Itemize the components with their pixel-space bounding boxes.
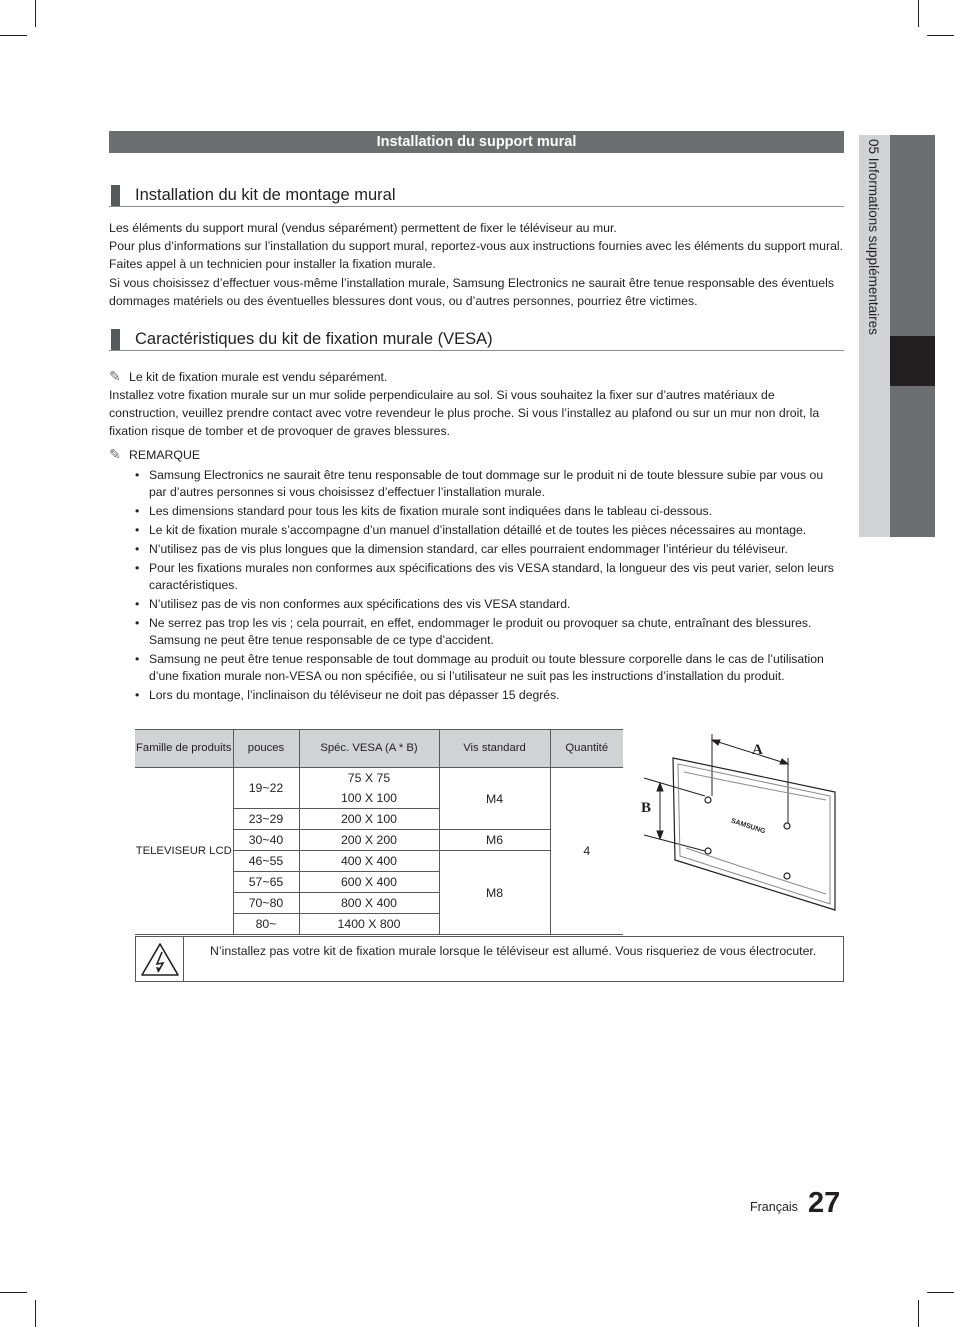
table-row bbox=[135, 768, 623, 809]
dimension-a-label: A bbox=[752, 742, 763, 758]
dimension-line bbox=[644, 778, 705, 796]
paragraph: Pour plus d’informations sur l’installation du support mural, reportez-vous aux instructions fournies avec les éléments du support mural. Faites appel à un technicien pour installer la fixation murale. bbox=[109, 239, 844, 272]
crop-mark bbox=[35, 1300, 36, 1327]
bullet-icon: • bbox=[135, 561, 140, 575]
bullet-icon: • bbox=[135, 652, 140, 666]
dimension-a-line bbox=[712, 740, 788, 764]
screw-cell: M8 bbox=[439, 851, 550, 935]
section-title: Caractéristiques du kit de fixation murale (VESA) bbox=[135, 330, 493, 348]
table-header-row bbox=[135, 730, 623, 768]
inches-cell: 70~80 bbox=[233, 893, 299, 914]
list-item bbox=[135, 503, 840, 520]
column-header: Famille de produits bbox=[135, 730, 233, 768]
page-number: 27 bbox=[808, 1187, 841, 1219]
list-item-text: Pour les fixations murales non conformes aux spécifications des vis VESA standard, la longueur des vis peut varier, selon leurs caractéristiques. bbox=[149, 561, 834, 592]
bullet-icon: • bbox=[135, 542, 140, 556]
list-item bbox=[135, 651, 840, 685]
list-item-text: Le kit de fixation murale s’accompagne d’un manuel d’installation détaillé et de toutes les pièces nécessaires au montage. bbox=[149, 523, 807, 537]
bullet-icon: • bbox=[135, 616, 140, 630]
column-header: Vis standard bbox=[439, 730, 550, 768]
column-header: pouces bbox=[233, 730, 299, 768]
list-item-text: N’utilisez pas de vis plus longues que la dimension standard, car elles pourraient endommager l’intérieur du téléviseur. bbox=[149, 542, 788, 556]
inches-cell: 19~22 bbox=[233, 768, 299, 809]
list-item bbox=[135, 596, 840, 613]
quantity-cell: 4 bbox=[550, 768, 623, 935]
vesa-cell bbox=[299, 768, 439, 809]
bullet-icon: • bbox=[135, 504, 140, 518]
warning-text: N’installez pas votre kit de fixation murale lorsque le téléviseur est allumé. Vous risqueriez de vous électrocuter. bbox=[210, 944, 817, 958]
tv-outline bbox=[673, 758, 835, 910]
list-item-text: Lors du montage, l’inclinaison du téléviseur ne doit pas dépasser 15 degrés. bbox=[149, 688, 560, 702]
brand-logo: SAMSUNG bbox=[729, 817, 767, 836]
inches-cell: 57~65 bbox=[233, 872, 299, 893]
bullet-icon: • bbox=[135, 468, 140, 482]
screw-cell: M4 bbox=[439, 768, 550, 830]
tv-contour bbox=[686, 848, 826, 894]
family-cell: TELEVISEUR LCD bbox=[135, 768, 233, 935]
electric-hazard-icon bbox=[136, 937, 184, 981]
pencil-icon: ✎ bbox=[109, 368, 121, 384]
crop-mark bbox=[927, 1292, 954, 1293]
page-header-bar: Installation du support mural bbox=[109, 131, 844, 153]
note-line bbox=[109, 368, 387, 385]
arrow-head bbox=[657, 831, 663, 839]
bullet-icon: • bbox=[135, 523, 140, 537]
vesa-value: 75 X 75 bbox=[347, 771, 391, 785]
vesa-cell: 200 X 200 bbox=[299, 830, 439, 851]
list-item bbox=[135, 687, 840, 704]
tv-back-diagram bbox=[640, 730, 840, 915]
list-item-text: Samsung Electronics ne saurait être tenu responsable de tout dommage sur le produit ni de toute blessure subie par vous ou par d’autres personnes si vous choisissez d’effectuer l’installation murale. bbox=[149, 468, 824, 499]
paragraph: Si vous choisissez d’effectuer vous-même l’installation murale, Samsung Electronics ne saurait être tenue responsable des éventuels dommages matériels ou des éventuelles blessures dont vous, ou d’autres personnes, pourriez être victimes. bbox=[109, 276, 834, 309]
remark-label: REMARQUE bbox=[129, 448, 201, 462]
section-heading-vesa bbox=[109, 329, 844, 351]
crop-mark bbox=[0, 35, 27, 36]
arrow-head bbox=[657, 783, 663, 791]
inches-cell: 23~29 bbox=[233, 809, 299, 830]
heading-marker bbox=[111, 185, 120, 206]
screw-hole-icon bbox=[705, 848, 711, 854]
inches-cell: 30~40 bbox=[233, 830, 299, 851]
vesa-table bbox=[135, 729, 623, 935]
vesa-cell: 800 X 400 bbox=[299, 893, 439, 914]
crop-mark bbox=[35, 0, 36, 27]
warning-icon-cell bbox=[136, 937, 184, 981]
bullet-icon: • bbox=[135, 688, 140, 702]
screw-hole-icon bbox=[784, 873, 790, 879]
heading-marker bbox=[111, 329, 120, 350]
inches-cell: 80~ bbox=[233, 914, 299, 935]
crop-mark bbox=[0, 1292, 27, 1293]
list-item-text: Samsung ne peut être tenue responsable de tout dommage au produit ou toute blessure corporelle dans le cas de l’utilisation d’une fixation murale non-VESA ou non spécifiée, ou si l’utilisateur ne suit pas les instructions d’installation du produit. bbox=[149, 652, 824, 683]
crop-mark bbox=[918, 0, 919, 27]
crop-mark bbox=[918, 1300, 919, 1327]
inches-cell: 46~55 bbox=[233, 851, 299, 872]
screw-cell: M6 bbox=[439, 830, 550, 851]
list-item bbox=[135, 560, 840, 594]
list-item bbox=[135, 522, 840, 539]
tv-inner-outline bbox=[678, 764, 830, 904]
list-item-text: Les dimensions standard pour tous les kits de fixation murale sont indiquées dans le tableau ci-dessous. bbox=[149, 504, 712, 518]
footer-language: Français bbox=[750, 1200, 798, 1214]
list-item bbox=[135, 615, 840, 649]
crop-mark bbox=[927, 35, 954, 36]
chapter-label: 05 Informations supplémentaires bbox=[866, 139, 881, 335]
note-text: Le kit de fixation murale est vendu séparément. bbox=[129, 370, 388, 384]
screw-hole-icon bbox=[705, 797, 711, 803]
arrow-head bbox=[712, 740, 720, 745]
vesa-value: 100 X 100 bbox=[340, 791, 398, 805]
pencil-icon: ✎ bbox=[109, 446, 121, 462]
remark-list bbox=[135, 467, 840, 706]
paragraph: Les éléments du support mural (vendus séparément) permettent de fixer le téléviseur au mur. bbox=[109, 221, 617, 235]
vesa-cell: 1400 X 800 bbox=[299, 914, 439, 935]
dimension-b-label: B bbox=[641, 800, 652, 816]
screw-hole-icon bbox=[784, 823, 790, 829]
paragraph: Installez votre fixation murale sur un mur solide perpendiculaire au sol. Si vous souhaitez la fixer sur d’autres matériaux de construction, veuillez prendre contact avec votre revendeur le plus proche. Si vous l’installez au plafond ou sur un mur non droit, la fixation risque de tomber et de provoquer de graves blessures. bbox=[109, 388, 820, 439]
arrow-head bbox=[780, 759, 788, 764]
bullet-icon: • bbox=[135, 597, 140, 611]
vesa-cell: 600 X 400 bbox=[299, 872, 439, 893]
vesa-cell: 200 X 100 bbox=[299, 809, 439, 830]
chapter-tab-marker bbox=[890, 336, 935, 386]
warning-box bbox=[135, 936, 844, 982]
column-header: Spéc. VESA (A * B) bbox=[299, 730, 439, 768]
section-heading-wall-kit bbox=[109, 185, 844, 207]
vesa-cell: 400 X 400 bbox=[299, 851, 439, 872]
section-title: Installation du kit de montage mural bbox=[135, 186, 396, 204]
list-item bbox=[135, 467, 840, 501]
list-item bbox=[135, 541, 840, 558]
list-item-text: N’utilisez pas de vis non conformes aux spécifications des vis VESA standard. bbox=[149, 597, 571, 611]
remark-line bbox=[109, 446, 200, 463]
list-item-text: Ne serrez pas trop les vis ; cela pourrait, en effet, endommager le produit ou provoquer sa chute, entraînant des blessures. Samsung ne peut être tenue responsable de ce type d’accident. bbox=[149, 616, 812, 647]
column-header: Quantité bbox=[550, 730, 623, 768]
